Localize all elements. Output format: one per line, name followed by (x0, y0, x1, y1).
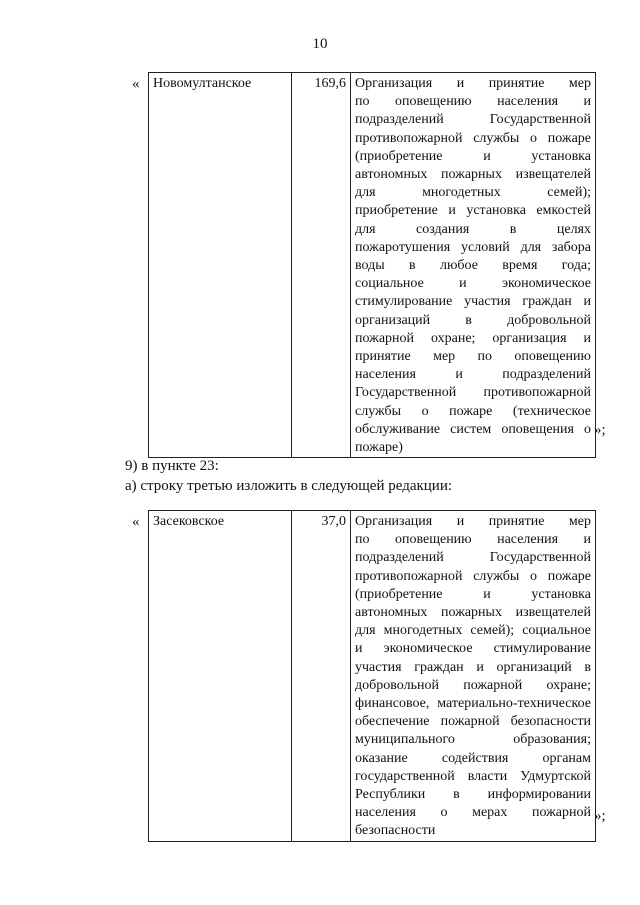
description-line: автономных пожарных извещателей (355, 605, 591, 621)
page-number: 10 (312, 36, 328, 52)
description-line: для многодетных семей); социальное (355, 623, 591, 639)
measures-description (351, 511, 596, 842)
table-novomultanskoe (148, 72, 596, 458)
description-line: для многодетных семей); (355, 185, 591, 201)
description-line: приобретение и установка емкостей (355, 203, 591, 219)
description-line: безопасности (355, 823, 436, 839)
table-zasekovskoe (148, 510, 596, 842)
description-line: противопожарной службы о пожаре (355, 568, 591, 584)
description-line: государственной власти Удмуртской (355, 768, 591, 784)
item-9-heading: 9) в пункте 23: (125, 458, 219, 474)
settlement-name: Новомултанское (149, 73, 292, 458)
description-line: населения и подразделений (355, 367, 591, 383)
description-line: пожаротушения условий для забора (355, 239, 591, 255)
description-line: социальное и экономическое (355, 276, 591, 292)
description-line: по оповещению населения и (355, 94, 591, 110)
item-9a-text: а) строку третью изложить в следующей редакции: (125, 478, 453, 494)
description-line: пожарной охране; организация и (355, 330, 591, 346)
description-line: службы о пожаре (техническое (355, 403, 591, 419)
description-line: автономных пожарных извещателей (355, 167, 591, 183)
description-line: населения о мерах пожарной (355, 805, 591, 821)
description-line: (приобретение и установка (355, 586, 591, 602)
description-line: противопожарной службы о пожаре (355, 130, 591, 146)
settlement-name: Засековское (149, 511, 292, 842)
description-line: обслуживание систем оповещения о (355, 421, 591, 437)
description-line: оказание содействия органам (355, 750, 591, 766)
description-line: стимулирование участия граждан и (355, 294, 591, 310)
description-line: организаций в добровольной (355, 312, 591, 328)
description-line: подразделений Государственной (355, 112, 591, 128)
description-line: и экономическое стимулирование (355, 641, 591, 657)
description-line: участия граждан и организаций в (355, 659, 591, 675)
opening-quote: « (132, 76, 140, 92)
description-line: Государственной противопожарной (355, 385, 591, 401)
description-line: подразделений Государственной (355, 550, 591, 566)
description-line: принятие мер по оповещению (355, 349, 591, 365)
table-row (149, 73, 596, 458)
closing-quote: »; (594, 422, 606, 438)
description-line: Организация и принятие мер (355, 514, 591, 529)
description-line: добровольной пожарной охране; (355, 677, 591, 693)
opening-quote: « (132, 514, 140, 530)
description-line: Организация и принятие мер (355, 76, 591, 91)
description-line: финансовое, материально-техническое (355, 696, 591, 712)
amount: 169,6 (292, 73, 351, 458)
description-line: пожаре) (355, 440, 403, 456)
table-row (149, 511, 596, 842)
description-line: воды в любое время года; (355, 258, 591, 274)
closing-quote: »; (594, 808, 606, 824)
description-line: муниципального образования; (355, 732, 591, 748)
amount: 37,0 (292, 511, 351, 842)
description-line: (приобретение и установка (355, 148, 591, 164)
description-line: Республики в информировании (355, 787, 591, 803)
description-line: обеспечение пожарной безопасности (355, 714, 591, 730)
measures-description (351, 73, 596, 458)
description-line: по оповещению населения и (355, 532, 591, 548)
description-line: для создания в целях (355, 221, 591, 237)
